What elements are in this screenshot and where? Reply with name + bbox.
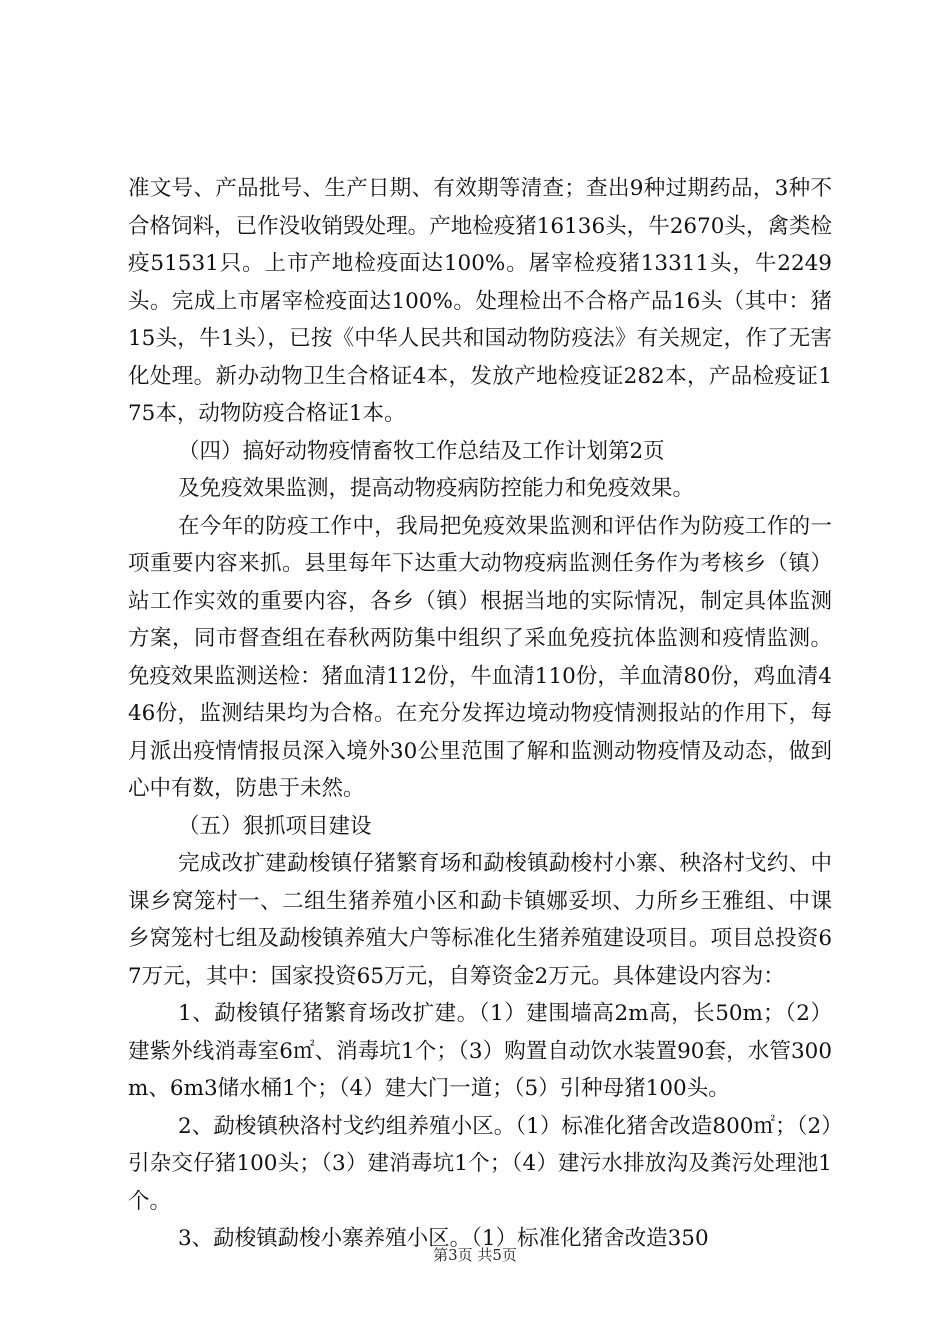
- paragraph-immunity-monitoring-body: 在今年的防疫工作中，我局把免疫效果监测和评估作为防疫工作的一项重要内容来抓。县里每年下达重大动物疫病监测任务作为考核乡（镇）站工作实效的重要内容，各乡（镇）根据当地的实际情况，制定具体监测方案，同市督查组在春秋两防集中组织了采血免疫抗体监测和疫情监测。免疫效果监测送检：猪血清112份，牛血清110份，羊血清80份，鸡血清446份，监测结果均为合格。在充分发挥边境动物疫情测报站的作用下，每月派出疫情情报员深入境外30公里范围了解和监测动物疫情及动态，做到心中有数，防患于未然。: [128, 513, 832, 801]
- paragraph-section-five-heading: （五）狠抓项目建设: [178, 813, 372, 839]
- paragraph-inspection-results: 准文号、产品批号、生产日期、有效期等清查；查出9种过期药品，3种不合格饲料，已作没收销毁处理。产地检疫猪16136头，牛2670头，禽类检疫51531只。上市产地检疫面达100%。屠宰检疫猪13311头，牛2249头。完成上市屠宰检疫面达100%。处理检出不合格产品16头（其中：猪15头，牛1头），已按《中华人民共和国动物防疫法》有关规定，作了无害化处理。新办动物卫生合格证4本，发放产地检疫证282本，产品检疫证175本，动物防疫合格证1本。: [128, 176, 832, 426]
- paragraph-immunity-monitoring-heading: 及免疫效果监测，提高动物疫病防控能力和免疫效果。: [178, 476, 695, 501]
- paragraph-section-four-heading: （四）搞好动物疫情畜牧工作总结及工作计划第2页: [178, 438, 665, 464]
- paragraph-project-item-3: 3、勐梭镇勐梭小寨养殖小区。（1）标准化猪舍改造350: [178, 1226, 709, 1251]
- page-footer: 第3页 共5页: [433, 1246, 517, 1264]
- paragraph-project-item-2: 2、勐梭镇秧洛村戈约组养殖小区。（1）标准化猪舍改造800㎡；（2）引杂交仔猪100头；（3）建消毒坑1个；（4）建污水排放沟及粪污处理池1个。: [128, 1113, 832, 1214]
- document-body: [128, 170, 832, 1258]
- paragraph-project-overview: 完成改扩建勐梭镇仔猪繁育场和勐梭镇勐梭村小寨、秧洛村戈约、中课乡窝笼村一、二组生猪养殖小区和勐卡镇娜妥坝、力所乡王雅组、中课乡窝笼村七组及勐梭镇养殖大户等标准化生猪养殖建设项目。项目总投资67万元，其中：国家投资65万元，自筹资金2万元。具体建设内容为：: [128, 851, 832, 989]
- paragraph-project-item-1: 1、勐梭镇仔猪繁育场改扩建。（1）建围墙高2m高，长50m；（2）建紫外线消毒室6㎡、消毒坑1个；（3）购置自动饮水装置90套，水管300m、6m3储水桶1个；（4）建大门一道；（5）引种母猪100头。: [128, 1001, 832, 1101]
